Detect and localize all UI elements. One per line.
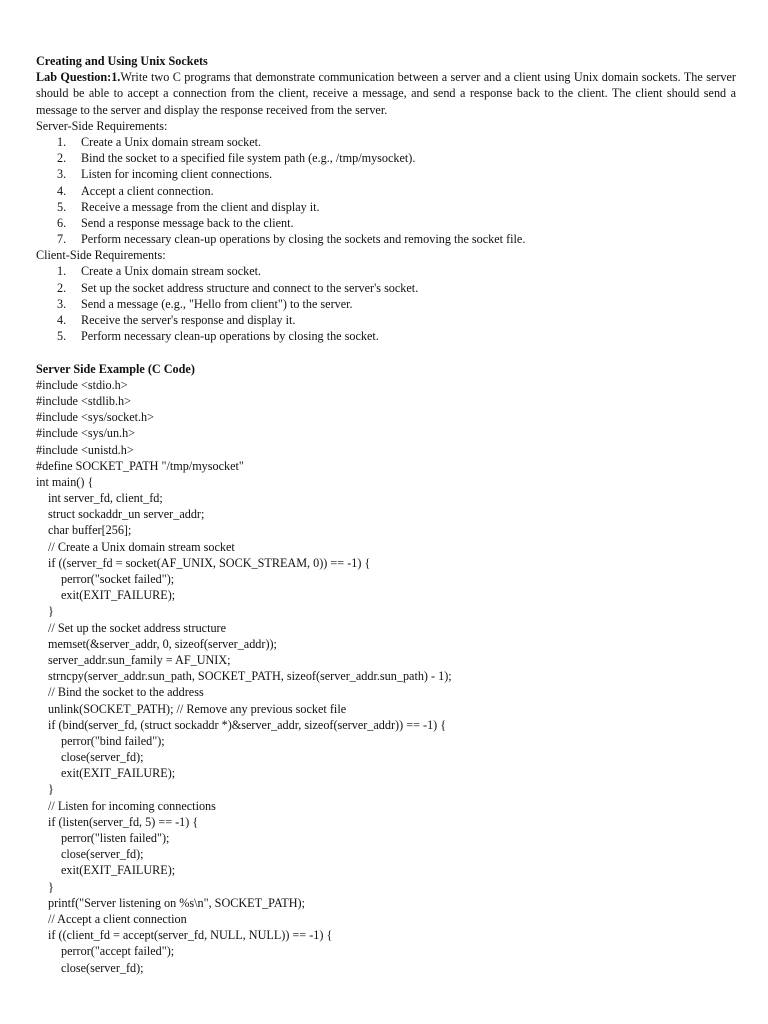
list-item — [36, 296, 736, 312]
list-item — [36, 312, 736, 328]
lab-question-paragraph — [36, 69, 736, 118]
code-line: } — [48, 879, 54, 894]
list-item-text: Perform necessary clean-up operations by closing the socket. — [81, 329, 379, 344]
code-line: int server_fd, client_fd; — [48, 491, 163, 506]
code-line: char buffer[256]; — [48, 523, 132, 538]
server-example-heading: Server Side Example (C Code) — [36, 361, 195, 376]
list-item — [36, 199, 736, 215]
document-title: Creating and Using Unix Sockets — [36, 54, 208, 68]
code-line: struct sockaddr_un server_addr; — [48, 507, 205, 522]
list-item-number: 3. — [57, 167, 67, 182]
client-requirements-list — [36, 263, 736, 344]
code-line: if ((server_fd = socket(AF_UNIX, SOCK_STREAM, 0)) == -1) { — [48, 555, 371, 570]
document-content — [36, 53, 736, 976]
code-line: #define SOCKET_PATH "/tmp/mysocket" — [36, 458, 244, 473]
code-line: if (listen(server_fd, 5) == -1) { — [48, 814, 199, 829]
list-item-text: Listen for incoming client connections. — [81, 167, 273, 182]
list-item-text: Receive a message from the client and display it. — [81, 199, 320, 214]
list-item-number: 1. — [57, 264, 67, 279]
code-line: exit(EXIT_FAILURE); — [61, 766, 176, 781]
code-line: printf("Server listening on %s\n", SOCKET_PATH); — [48, 895, 305, 910]
list-item — [36, 134, 736, 150]
code-line: } — [48, 604, 54, 619]
list-item-number: 4. — [57, 313, 67, 328]
code-line: // Bind the socket to the address — [48, 685, 204, 700]
list-item-text: Create a Unix domain stream socket. — [81, 264, 262, 279]
code-line: unlink(SOCKET_PATH); // Remove any previous socket file — [48, 701, 347, 716]
list-item-number: 2. — [57, 280, 67, 295]
code-line: close(server_fd); — [61, 960, 144, 975]
code-line: #include <stdio.h> — [36, 377, 128, 392]
list-item — [36, 150, 736, 166]
code-block — [36, 377, 736, 976]
code-line: #include <sys/socket.h> — [36, 410, 155, 425]
code-line: exit(EXIT_FAILURE); — [61, 588, 176, 603]
list-item-number: 2. — [57, 151, 67, 166]
code-line: server_addr.sun_family = AF_UNIX; — [48, 652, 231, 667]
list-item-number: 3. — [57, 296, 67, 311]
list-item-number: 5. — [57, 199, 67, 214]
list-item — [36, 166, 736, 182]
list-item — [36, 215, 736, 231]
code-line: int main() { — [36, 474, 94, 489]
code-line: #include <stdlib.h> — [36, 393, 131, 408]
code-line: strncpy(server_addr.sun_path, SOCKET_PATH, sizeof(server_addr.sun_path) - 1); — [48, 669, 452, 684]
code-line: perror("accept failed"); — [61, 944, 175, 959]
code-line: perror("socket failed"); — [61, 572, 175, 587]
code-line: close(server_fd); — [61, 847, 144, 862]
server-requirements-list — [36, 134, 736, 247]
list-item-text: Send a response message back to the client. — [81, 215, 294, 230]
list-item — [36, 280, 736, 296]
code-line: // Set up the socket address structure — [48, 620, 227, 635]
list-item-text: Bind the socket to a specified file system path (e.g., /tmp/mysocket). — [81, 151, 416, 166]
list-item — [36, 263, 736, 279]
code-line: perror("listen failed"); — [61, 831, 170, 846]
list-item — [36, 328, 736, 344]
list-item-text: Create a Unix domain stream socket. — [81, 134, 262, 149]
code-line: // Listen for incoming connections — [48, 798, 216, 813]
list-item-text: Perform necessary clean-up operations by closing the sockets and removing the socket file. — [81, 232, 526, 247]
code-line: close(server_fd); — [61, 750, 144, 765]
code-line: if ((client_fd = accept(server_fd, NULL, NULL)) == -1) { — [48, 928, 333, 943]
server-requirements-heading: Server-Side Requirements: — [36, 118, 168, 133]
list-item-text: Accept a client connection. — [81, 183, 214, 198]
code-line: // Create a Unix domain stream socket — [48, 539, 235, 554]
list-item-text: Set up the socket address structure and connect to the server's socket. — [81, 280, 419, 295]
list-item-number: 7. — [57, 232, 67, 247]
list-item-text: Send a message (e.g., "Hello from client") to the server. — [81, 296, 353, 311]
client-requirements-heading: Client-Side Requirements: — [36, 248, 166, 263]
list-item-number: 1. — [57, 134, 67, 149]
list-item — [36, 183, 736, 199]
list-item-number: 5. — [57, 329, 67, 344]
code-line: exit(EXIT_FAILURE); — [61, 863, 176, 878]
list-item-number: 6. — [57, 215, 67, 230]
code-line: #include <unistd.h> — [36, 442, 134, 457]
code-line: #include <sys/un.h> — [36, 426, 136, 441]
code-line: perror("bind failed"); — [61, 733, 165, 748]
lab-question-label: Lab Question:1. — [36, 70, 121, 85]
code-line: } — [48, 782, 54, 797]
section-spacer — [36, 344, 736, 360]
list-item-text: Receive the server's response and display it. — [81, 313, 296, 328]
code-line: if (bind(server_fd, (struct sockaddr *)&server_addr, sizeof(server_addr)) == -1) { — [48, 717, 447, 732]
list-item-number: 4. — [57, 183, 67, 198]
code-line: // Accept a client connection — [48, 911, 187, 926]
lab-question-text: Write two C programs that demonstrate communication between a server and a client using Unix domain sockets. The server should be able to accept a connection from the client, receive a message, and send a response back to the client. The client should send a message to the server and display the response received from the server. — [36, 70, 736, 117]
list-item — [36, 231, 736, 247]
code-line: memset(&server_addr, 0, sizeof(server_addr)); — [48, 636, 277, 651]
